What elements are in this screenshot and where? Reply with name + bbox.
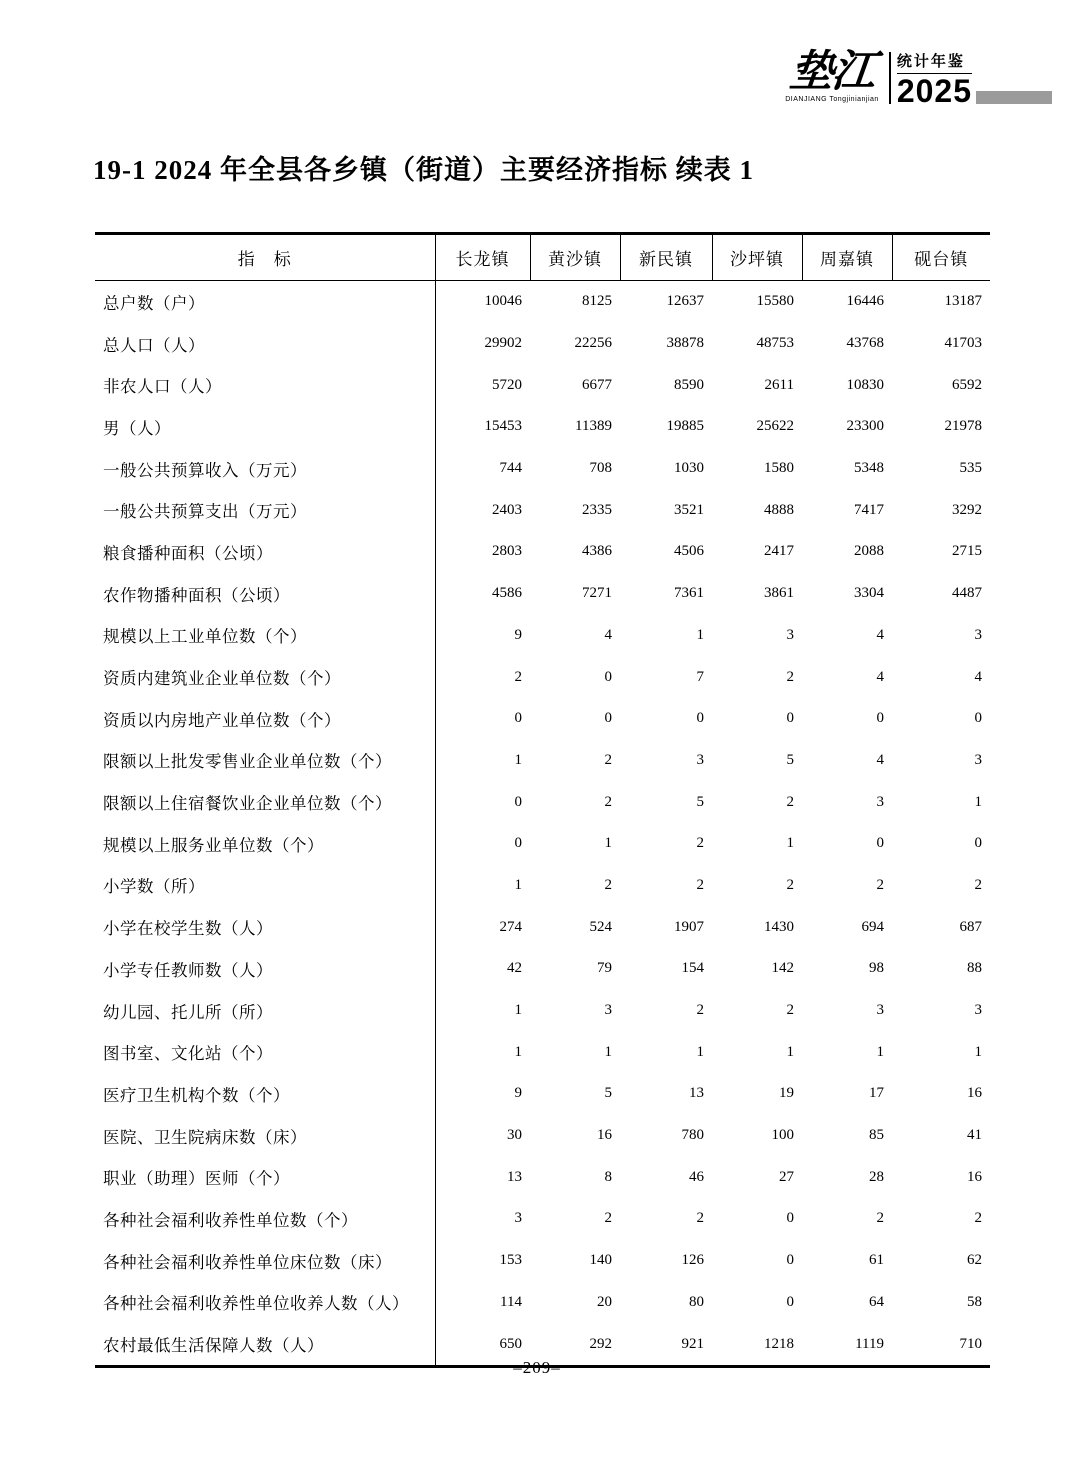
value-cell: 524 — [589, 918, 612, 935]
value-cell: 3 — [514, 1210, 522, 1227]
value-cell: 7271 — [582, 585, 612, 602]
indicator-cell: 农作物播种面积（公顷） — [95, 573, 435, 615]
value-cell: 23300 — [846, 418, 884, 435]
value-cell: 5348 — [854, 460, 884, 477]
value-cell: 2 — [696, 1002, 704, 1019]
value-cell: 1 — [604, 835, 612, 852]
value-cell: 1119 — [855, 1335, 884, 1352]
value-cell: 2 — [786, 793, 794, 810]
value-cell: 16446 — [846, 293, 884, 310]
page-number: –209– — [513, 1358, 561, 1377]
value-cell: 9 — [514, 1085, 522, 1102]
economic-indicators-table — [95, 232, 990, 1368]
value-cell: 16 — [967, 1168, 982, 1185]
indicator-cell: 一般公共预算收入（万元） — [95, 448, 435, 490]
indicator-cell: 小学数（所） — [95, 865, 435, 907]
value-cell: 27 — [779, 1168, 794, 1185]
value-cell: 5720 — [492, 376, 522, 393]
value-cell: 1 — [876, 1043, 884, 1060]
table-row — [95, 489, 990, 531]
table-row — [95, 823, 990, 865]
table-row — [95, 615, 990, 657]
value-cell: 13187 — [944, 293, 982, 310]
value-cell: 15580 — [756, 293, 794, 310]
header-town: 砚台镇 — [892, 234, 990, 281]
indicator-cell: 资质内建筑业企业单位数（个） — [95, 656, 435, 698]
value-cell: 29902 — [484, 335, 522, 352]
value-cell: 114 — [500, 1293, 522, 1310]
table-row — [95, 656, 990, 698]
table-header-row — [95, 234, 990, 281]
value-cell: 3 — [876, 793, 884, 810]
value-cell: 9 — [514, 626, 522, 643]
value-cell: 140 — [589, 1252, 612, 1269]
value-cell: 2 — [974, 1210, 982, 1227]
table-row — [95, 531, 990, 573]
value-cell: 0 — [514, 710, 522, 727]
value-cell: 142 — [771, 960, 794, 977]
value-cell: 13 — [689, 1085, 704, 1102]
value-cell: 2403 — [492, 501, 522, 518]
indicator-cell: 资质以内房地产业单位数（个） — [95, 698, 435, 740]
value-cell: 10830 — [846, 376, 884, 393]
value-cell: 0 — [786, 1293, 794, 1310]
indicator-cell: 图书室、文化站（个） — [95, 1031, 435, 1073]
indicator-cell: 医疗卫生机构个数（个） — [95, 1073, 435, 1115]
value-cell: 3 — [974, 626, 982, 643]
table-row — [95, 740, 990, 782]
value-cell: 1 — [974, 1043, 982, 1060]
value-cell: 650 — [499, 1335, 522, 1352]
value-cell: 154 — [681, 960, 704, 977]
value-cell: 61 — [869, 1252, 884, 1269]
table-body — [95, 281, 990, 1367]
yearbook-year: 2025 — [896, 73, 972, 109]
value-cell: 80 — [689, 1293, 704, 1310]
indicator-cell: 各种社会福利收养性单位数（个） — [95, 1198, 435, 1240]
value-cell: 8590 — [674, 376, 704, 393]
value-cell: 3 — [786, 626, 794, 643]
value-cell: 1 — [514, 876, 522, 893]
table-row — [95, 1156, 990, 1198]
value-cell: 11389 — [575, 418, 612, 435]
value-cell: 20 — [597, 1293, 612, 1310]
header-town: 沙坪镇 — [712, 234, 802, 281]
value-cell: 1 — [514, 751, 522, 768]
value-cell: 2 — [514, 668, 522, 685]
value-cell: 16 — [597, 1127, 612, 1144]
value-cell: 4586 — [492, 585, 522, 602]
logo-brand-characters: 垫江 — [787, 47, 877, 96]
value-cell: 744 — [499, 460, 522, 477]
value-cell: 28 — [869, 1168, 884, 1185]
value-cell: 46 — [689, 1168, 704, 1185]
value-cell: 535 — [959, 460, 982, 477]
value-cell: 22256 — [574, 335, 612, 352]
value-cell: 16 — [967, 1085, 982, 1102]
table-row — [95, 323, 990, 365]
value-cell: 2 — [876, 1210, 884, 1227]
value-cell: 0 — [974, 835, 982, 852]
value-cell: 88 — [967, 960, 982, 977]
value-cell: 79 — [597, 960, 612, 977]
value-cell: 17 — [869, 1085, 884, 1102]
indicator-cell: 幼儿园、托儿所（所） — [95, 990, 435, 1032]
indicator-cell: 总人口（人） — [95, 323, 435, 365]
value-cell: 48753 — [756, 335, 794, 352]
value-cell: 4 — [876, 751, 884, 768]
value-cell: 0 — [876, 710, 884, 727]
table-row — [95, 1073, 990, 1115]
header-town: 黄沙镇 — [530, 234, 620, 281]
value-cell: 1218 — [764, 1335, 794, 1352]
value-cell: 7 — [696, 668, 704, 685]
value-cell: 0 — [696, 710, 704, 727]
value-cell: 1 — [514, 1043, 522, 1060]
value-cell: 3304 — [854, 585, 884, 602]
value-cell: 2 — [604, 793, 612, 810]
logo-brand — [785, 47, 885, 110]
table-row — [95, 865, 990, 907]
value-cell: 38878 — [666, 335, 704, 352]
value-cell: 5 — [696, 793, 704, 810]
table-row — [95, 448, 990, 490]
yearbook-label: 统计年鉴 — [897, 50, 972, 74]
value-cell: 1 — [786, 835, 794, 852]
value-cell: 41703 — [944, 335, 982, 352]
value-cell: 85 — [869, 1127, 884, 1144]
value-cell: 100 — [771, 1127, 794, 1144]
value-cell: 3 — [876, 1002, 884, 1019]
value-cell: 3521 — [674, 501, 704, 518]
value-cell: 15453 — [484, 418, 522, 435]
indicator-cell: 限额以上住宿餐饮业企业单位数（个） — [95, 781, 435, 823]
header-town: 长龙镇 — [435, 234, 530, 281]
header-indicator: 指 标 — [95, 234, 435, 281]
value-cell: 2 — [696, 835, 704, 852]
value-cell: 2088 — [854, 543, 884, 560]
indicator-cell: 医院、卫生院病床数（床） — [95, 1115, 435, 1157]
value-cell: 2803 — [492, 543, 522, 560]
value-cell: 1 — [974, 793, 982, 810]
indicator-cell: 粮食播种面积（公顷） — [95, 531, 435, 573]
indicator-cell: 非农人口（人） — [95, 364, 435, 406]
logo-brand-pinyin: DIANJIANG Tongjinianjian — [785, 96, 879, 103]
table-row — [95, 698, 990, 740]
value-cell: 292 — [589, 1335, 612, 1352]
value-cell: 1 — [696, 1043, 704, 1060]
value-cell: 4386 — [582, 543, 612, 560]
value-cell: 1580 — [764, 460, 794, 477]
value-cell: 4888 — [764, 501, 794, 518]
table-row — [95, 1282, 990, 1324]
table-row — [95, 573, 990, 615]
indicator-cell: 限额以上批发零售业企业单位数（个） — [95, 740, 435, 782]
value-cell: 19885 — [666, 418, 704, 435]
value-cell: 0 — [786, 710, 794, 727]
value-cell: 6592 — [952, 376, 982, 393]
value-cell: 2 — [604, 876, 612, 893]
value-cell: 3 — [974, 1002, 982, 1019]
value-cell: 2 — [974, 876, 982, 893]
value-cell: 19 — [779, 1085, 794, 1102]
value-cell: 12637 — [666, 293, 704, 310]
value-cell: 2335 — [582, 501, 612, 518]
table-row — [95, 781, 990, 823]
indicator-cell: 一般公共预算支出（万元） — [95, 489, 435, 531]
value-cell: 0 — [604, 710, 612, 727]
logo-right-block — [897, 50, 972, 110]
table-row — [95, 990, 990, 1032]
value-cell: 2 — [786, 668, 794, 685]
value-cell: 1 — [514, 1002, 522, 1019]
value-cell: 0 — [604, 668, 612, 685]
indicator-cell: 各种社会福利收养性单位收养人数（人） — [95, 1282, 435, 1324]
value-cell: 4 — [604, 626, 612, 643]
value-cell: 2417 — [764, 543, 794, 560]
indicator-cell: 总户数（户） — [95, 281, 435, 323]
header-town: 周嘉镇 — [802, 234, 892, 281]
value-cell: 4506 — [674, 543, 704, 560]
value-cell: 2 — [786, 1002, 794, 1019]
value-cell: 7417 — [854, 501, 884, 518]
value-cell: 5 — [604, 1085, 612, 1102]
value-cell: 4 — [876, 668, 884, 685]
value-cell: 4487 — [952, 585, 982, 602]
value-cell: 921 — [681, 1335, 704, 1352]
indicator-cell: 职业（助理）医师（个） — [95, 1156, 435, 1198]
value-cell: 0 — [786, 1210, 794, 1227]
header-town: 新民镇 — [620, 234, 712, 281]
value-cell: 98 — [869, 960, 884, 977]
value-cell: 2611 — [764, 376, 794, 393]
value-cell: 25622 — [756, 418, 794, 435]
value-cell: 3 — [604, 1002, 612, 1019]
value-cell: 0 — [786, 1252, 794, 1269]
value-cell: 4 — [876, 626, 884, 643]
indicator-cell: 各种社会福利收养性单位床位数（床） — [95, 1240, 435, 1282]
table-row — [95, 948, 990, 990]
value-cell: 2 — [786, 876, 794, 893]
value-cell: 10046 — [484, 293, 522, 310]
value-cell: 3 — [696, 751, 704, 768]
value-cell: 1430 — [764, 918, 794, 935]
value-cell: 8 — [604, 1168, 612, 1185]
value-cell: 2 — [604, 751, 612, 768]
value-cell: 21978 — [944, 418, 982, 435]
value-cell: 0 — [514, 793, 522, 810]
table-row — [95, 406, 990, 448]
value-cell: 4 — [974, 668, 982, 685]
table-row — [95, 1198, 990, 1240]
value-cell: 7361 — [674, 585, 704, 602]
value-cell: 710 — [959, 1335, 982, 1352]
value-cell: 1030 — [674, 460, 704, 477]
value-cell: 41 — [967, 1127, 982, 1144]
value-cell: 126 — [681, 1252, 704, 1269]
value-cell: 0 — [974, 710, 982, 727]
value-cell: 694 — [861, 918, 884, 935]
table-row — [95, 364, 990, 406]
value-cell: 42 — [507, 960, 522, 977]
table-row — [95, 906, 990, 948]
page-title: 19-1 2024 年全县各乡镇（街道）主要经济指标 续表 1 — [93, 155, 754, 185]
indicator-cell: 男（人） — [95, 406, 435, 448]
table-row — [95, 281, 990, 323]
indicator-cell: 规模以上服务业单位数（个） — [95, 823, 435, 865]
value-cell: 8125 — [582, 293, 612, 310]
value-cell: 0 — [514, 835, 522, 852]
value-cell: 274 — [499, 918, 522, 935]
value-cell: 1 — [696, 626, 704, 643]
indicator-cell: 小学专任教师数（人） — [95, 948, 435, 990]
value-cell: 58 — [967, 1293, 982, 1310]
value-cell: 0 — [876, 835, 884, 852]
indicator-cell: 规模以上工业单位数（个） — [95, 615, 435, 657]
table-row — [95, 1240, 990, 1282]
value-cell: 2715 — [952, 543, 982, 560]
value-cell: 780 — [681, 1127, 704, 1144]
value-cell: 1907 — [674, 918, 704, 935]
value-cell: 2 — [696, 876, 704, 893]
value-cell: 708 — [589, 460, 612, 477]
value-cell: 2 — [604, 1210, 612, 1227]
value-cell: 3861 — [764, 585, 794, 602]
value-cell: 64 — [869, 1293, 884, 1310]
value-cell: 30 — [507, 1127, 522, 1144]
value-cell: 1 — [604, 1043, 612, 1060]
table-row — [95, 1031, 990, 1073]
value-cell: 3292 — [952, 501, 982, 518]
value-cell: 62 — [967, 1252, 982, 1269]
value-cell: 5 — [786, 751, 794, 768]
table-row — [95, 1115, 990, 1157]
value-cell: 6677 — [582, 376, 612, 393]
indicator-cell: 农村最低生活保障人数（人） — [95, 1323, 435, 1366]
value-cell: 43768 — [846, 335, 884, 352]
value-cell: 2 — [696, 1210, 704, 1227]
value-cell: 153 — [499, 1252, 522, 1269]
yearbook-logo — [785, 47, 1052, 110]
indicator-cell: 小学在校学生数（人） — [95, 906, 435, 948]
value-cell: 2 — [876, 876, 884, 893]
value-cell: 13 — [507, 1168, 522, 1185]
value-cell: 687 — [959, 918, 982, 935]
value-cell: 3 — [974, 751, 982, 768]
logo-gray-bar — [976, 91, 1052, 104]
value-cell: 1 — [786, 1043, 794, 1060]
logo-divider — [889, 52, 891, 104]
